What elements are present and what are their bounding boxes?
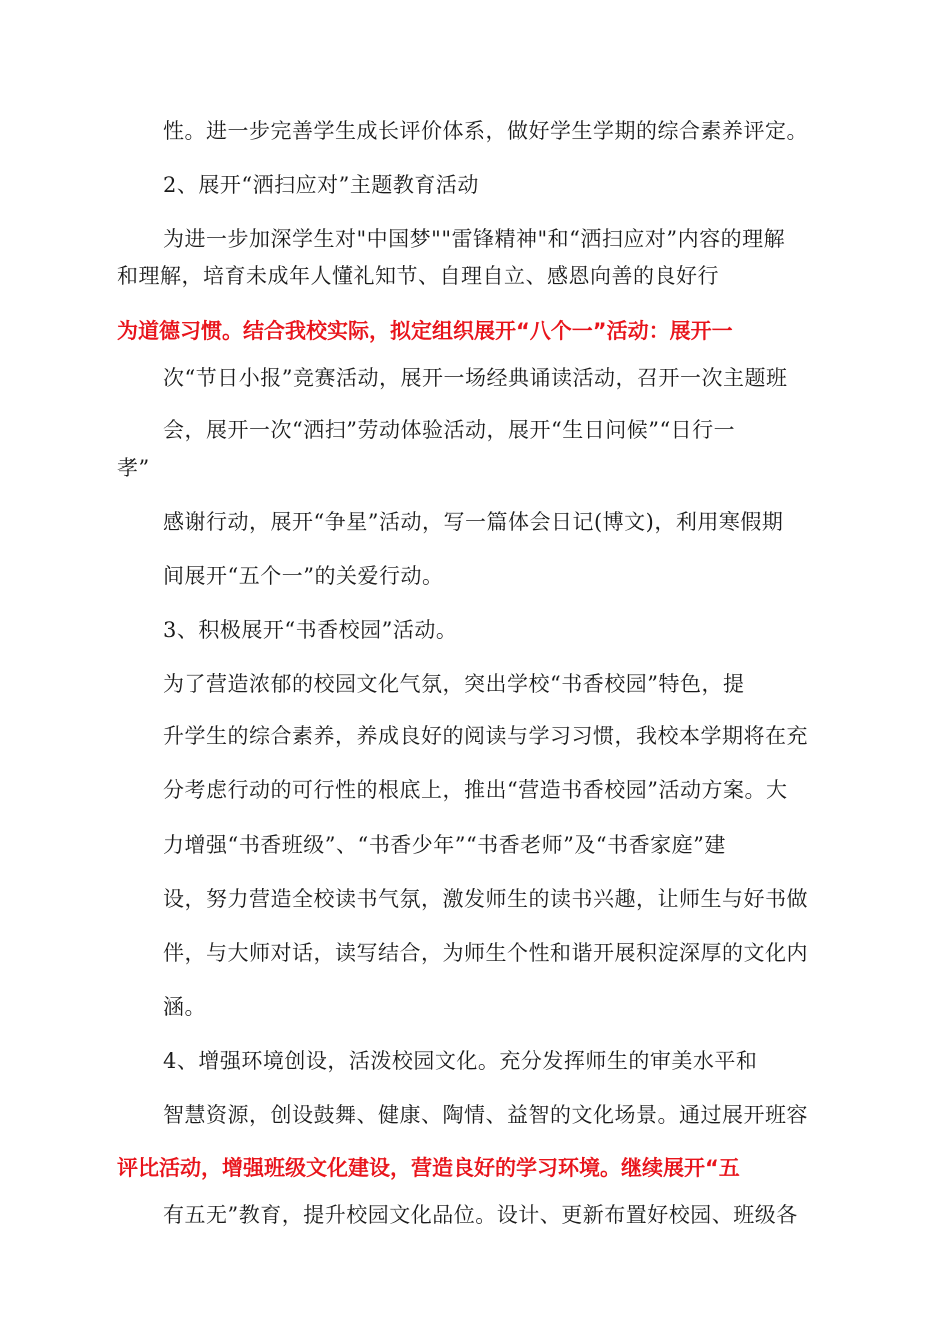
text-line-13: 升学生的综合素养，养成良好的阅读与学习习惯，我校本学期将在充: [163, 724, 808, 748]
text-line-15: 力增强“书香班级”、“书香少年”“书香老师”及“书香家庭”建: [163, 833, 726, 857]
text-line-20: 智慧资源，创设鼓舞、健康、陶情、益智的文化场景。通过展开班容: [163, 1103, 808, 1127]
text-line-16: 设，努力营造全校读书气氛，激发师生的读书兴趣，让师生与好书做: [163, 887, 808, 911]
section-heading-4: 4、增强环境创设，活泼校园文化。充分发挥师生的审美水平和: [163, 1049, 758, 1073]
section-heading-3: 3、积极展开“书香校园”活动。: [163, 618, 458, 642]
text-line-18: 涵。: [163, 995, 206, 1019]
text-line-6: 次“节日小报”竞赛活动，展开一场经典诵读活动，召开一次主题班: [163, 366, 788, 390]
text-line-8: 孝”: [117, 456, 150, 480]
text-line-12: 为了营造浓郁的校园文化气氛，突出学校“书香校园”特色，提: [163, 672, 745, 696]
text-line-22: 有五无”教育，提升校园文化品位。设计、更新布置好校园、班级各: [163, 1203, 798, 1227]
text-line-9: 感谢行动，展开“争星”活动，写一篇体会日记(博文)，利用寒假期: [163, 510, 784, 534]
text-line-7: 会，展开一次“洒扫”劳动体验活动，展开“生日问候”“日行一: [163, 418, 736, 442]
text-line-17: 伴，与大师对话，读写结合，为师生个性和谐开展积淀深厚的文化内: [163, 941, 808, 965]
highlighted-line-1: 为道德习惯。结合我校实际，拟定组织展开“八个一”活动：展开一: [117, 319, 733, 343]
section-heading-2: 2、展开“洒扫应对”主题教育活动: [163, 173, 479, 197]
text-line-4: 和理解，培育未成年人懂礼知节、自理自立、感恩向善的良好行: [117, 264, 719, 288]
text-line-1: 性。进一步完善学生成长评价体系，做好学生学期的综合素养评定。: [163, 119, 808, 143]
text-line-10: 间展开“五个一”的关爱行动。: [163, 564, 444, 588]
text-line-14: 分考虑行动的可行性的根底上，推出“营造书香校园”活动方案。大: [163, 778, 788, 802]
text-line-3: 为进一步加深学生对"中国梦""雷锋精神"和“洒扫应对”内容的理解: [163, 227, 786, 251]
highlighted-line-2: 评比活动，增强班级文化建设，营造良好的学习环境。继续展开“五: [117, 1156, 740, 1180]
